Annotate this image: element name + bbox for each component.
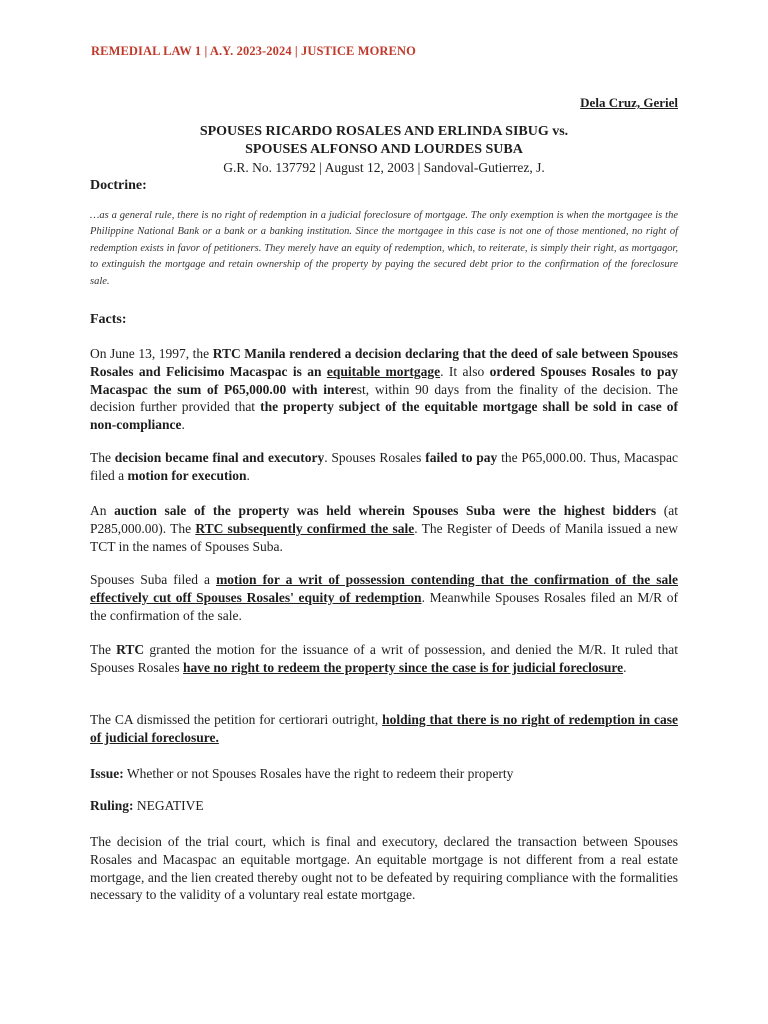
facts-paragraph-6 <box>90 711 678 747</box>
doctrine-text: …as a general rule, there is no right of redemption in a judicial foreclosure of mortgage. The only exemption is when the mortgagee is the Philippine National Bank or a bank or a banking institution. Since the mortgagee in this case is not one of those mentioned, no right of redemption exists in favor of petitioners. They merely have an equity of redemption, which, to reiterate, is simply their right, as mortgagor, to extinguish the mortgage and retain ownership of the property by paying the secured debt prior to the confirmation of the foreclosure sale. <box>90 210 678 287</box>
course-header: REMEDIAL LAW 1 | A.Y. 2023-2024 | JUSTICE MORENO <box>91 44 416 58</box>
underlined-run: RTC subsequently confirmed the sale <box>195 520 415 536</box>
issue-text: Whether or not Spouses Rosales have the right to redeem their property <box>123 766 514 781</box>
facts-heading: Facts: <box>90 312 127 327</box>
facts-paragraph-4 <box>90 571 678 624</box>
underlined-run: motion for a writ of possession contending that the confirmation of the sale effectively cut off Spouses Rosales' equity of redemption <box>90 572 678 605</box>
bold-run: RTC Manila rendered a decision declaring that the deed of sale between Spouses Rosales and Felicisimo Macaspac is an <box>90 346 678 379</box>
text-run: An <box>90 503 115 518</box>
text-run: The <box>90 642 117 657</box>
text-run: . <box>181 417 185 433</box>
text-run: The CA dismissed the petition for certiorari outright, <box>90 712 383 727</box>
text-run: . <box>246 467 250 483</box>
issue-paragraph <box>90 765 678 783</box>
bold-run: RTC <box>116 642 145 657</box>
facts-paragraph-5 <box>90 641 678 677</box>
doctrine-heading: Doctrine: <box>90 178 147 193</box>
bold-run: ordered Spouses Rosales to pay Macaspac the sum of P65,000.00 with intere <box>90 363 678 397</box>
bold-run: auction sale of the property was held wherein Spouses Suba were the highest bidders <box>114 503 657 518</box>
text-run: the P65,000.00. Thus, Macaspac filed a <box>90 450 678 483</box>
text-run: granted the motion for the issuance of a writ of possession, and denied the M/R. It ruled that Spouses Rosales <box>90 642 678 675</box>
text-run: . <box>623 659 627 675</box>
text-run: On June 13, 1997, the <box>90 346 213 361</box>
bold-run: failed to pay <box>425 450 498 465</box>
bold-run: motion for execution <box>127 467 247 483</box>
text-run: st, within 90 days from the finality of the decision. The decision further provided that <box>90 381 678 415</box>
text-run: . Spouses Rosales <box>324 450 426 465</box>
issue-label: Issue: <box>90 766 124 781</box>
facts-paragraph-2 <box>90 449 678 485</box>
underlined-run: holding that there is no right of redemption in case of judicial foreclosure. <box>90 712 678 745</box>
facts-paragraph-1 <box>90 345 678 434</box>
case-citation: G.R. No. 137792 | August 12, 2003 | Sandoval-Gutierrez, J. <box>223 160 545 175</box>
facts-paragraph-3 <box>90 502 678 555</box>
case-title-line-2: SPOUSES ALFONSO AND LOURDES SUBA <box>245 142 523 157</box>
author-name: Dela Cruz, Geriel <box>580 95 678 110</box>
underlined-run: equitable mortgage <box>326 363 441 379</box>
text-run: . Meanwhile Spouses Rosales filed an M/R of the confirmation of the sale. <box>90 589 678 623</box>
text-run: The <box>90 450 115 465</box>
case-title-line-1: SPOUSES RICARDO ROSALES AND ERLINDA SIBUG vs. <box>199 124 569 139</box>
ruling-paragraph: The decision of the trial court, which is final and executory, declared the transaction between Spouses Rosales and Macaspac an equitable mortgage. An equitable mortgage is not different from a real estate mortgage, and the lien created thereby ought not to be defeated by requiring compliance with the formalities necessary to the validity of a voluntary real estate mortgage. <box>90 834 678 903</box>
bold-run: decision became final and executory <box>114 450 325 465</box>
ruling-line <box>90 797 678 815</box>
bold-run: the property subject of the equitable mortgage shall be sold in case of non-compliance <box>90 399 678 433</box>
text-run: (at P285,000.00). The <box>90 503 678 536</box>
text-run: Spouses Suba filed a <box>90 572 217 587</box>
text-run: . It also <box>440 363 490 379</box>
text-run: . The Register of Deeds of Manila issued a new TCT in the names of Spouses Suba. <box>90 520 678 554</box>
case-title <box>90 123 678 159</box>
ruling-value: NEGATIVE <box>133 798 204 813</box>
underlined-run: have no right to redeem the property since the case is for judicial foreclosure <box>183 659 624 675</box>
ruling-label: Ruling: <box>90 798 134 813</box>
